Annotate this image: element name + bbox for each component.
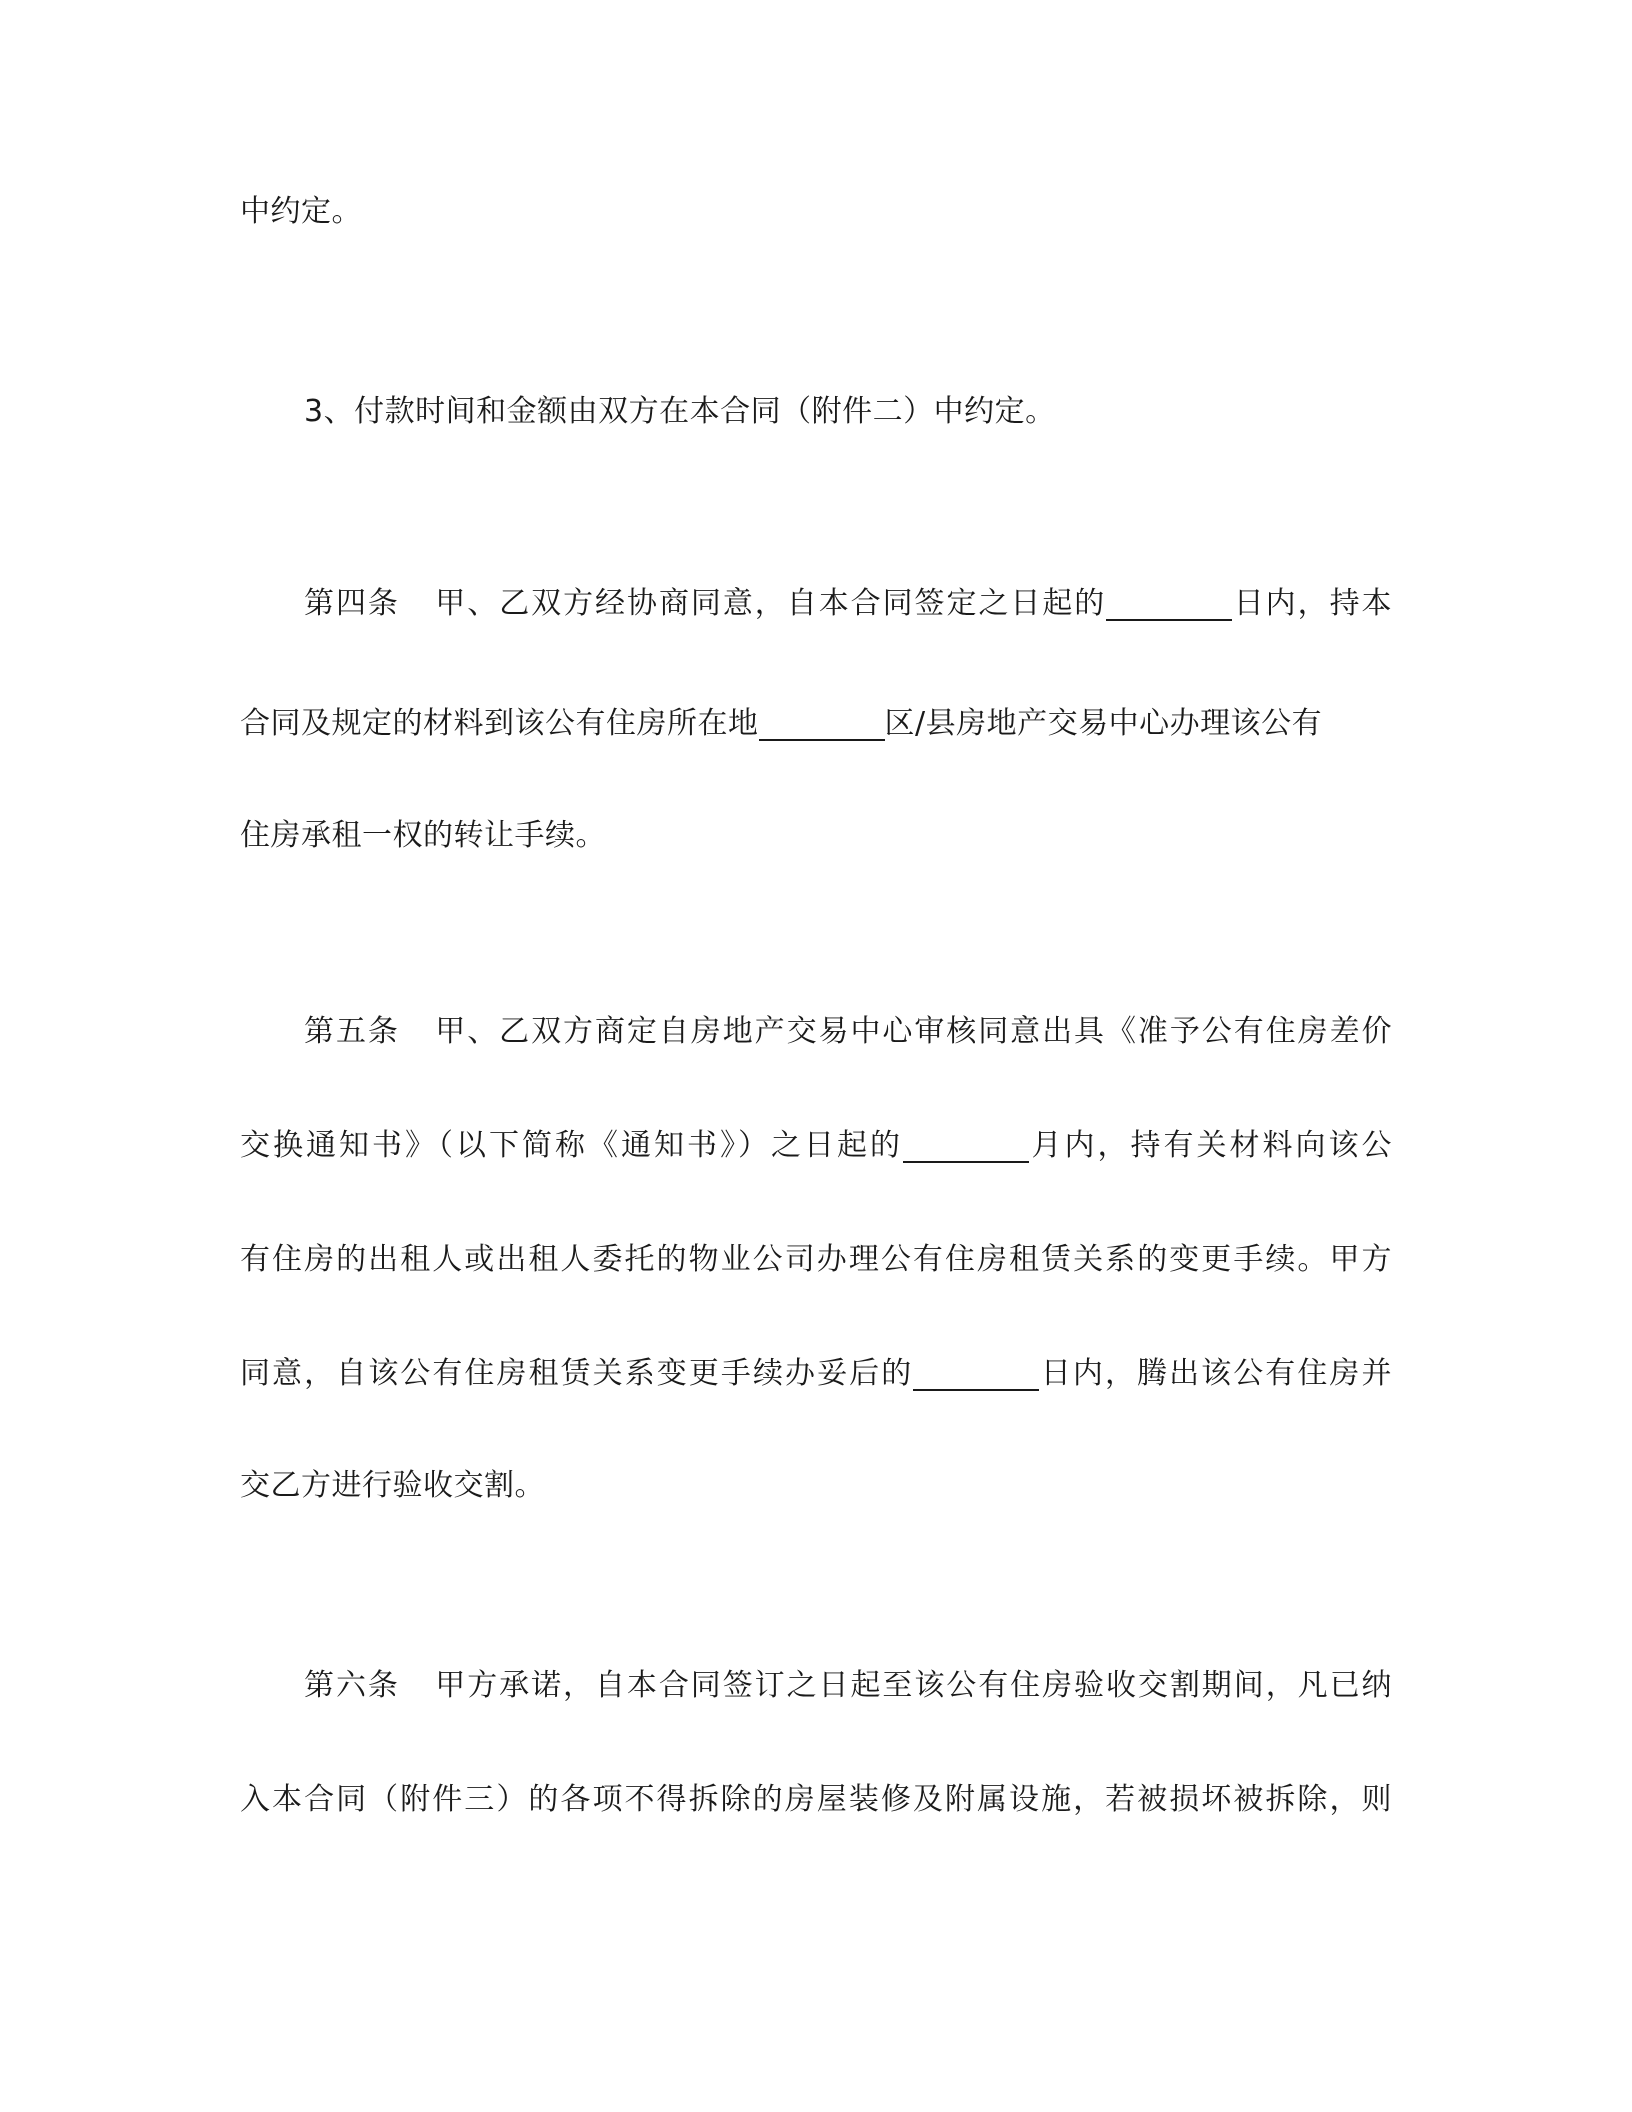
text: 住房承租一权的转让手续。 bbox=[240, 818, 606, 853]
article-4-line-1 bbox=[304, 584, 1392, 624]
text: 甲方承诺，自本合同签订之日起至该公有住房验收交割期间，凡已纳 bbox=[433, 1668, 1393, 1703]
clause-3-line bbox=[304, 392, 1392, 432]
article-5-label: 第五条 bbox=[304, 1014, 400, 1049]
text: 交乙方进行验收交割。 bbox=[240, 1468, 545, 1503]
paragraph-line bbox=[240, 192, 1392, 232]
article-5-line-5 bbox=[240, 1466, 1392, 1506]
text: 同意，自该公有住房租赁关系变更手续办妥后的 bbox=[240, 1356, 914, 1391]
text: 日内，腾出该公有住房并 bbox=[1039, 1356, 1392, 1391]
article-4-line-2 bbox=[240, 704, 1392, 744]
fill-in-blank[interactable] bbox=[759, 707, 885, 741]
article-4-label: 第四条 bbox=[304, 586, 400, 621]
article-5-line-4 bbox=[240, 1354, 1392, 1394]
text: 交换通知书》（以下简称《通知书》）之日起的 bbox=[240, 1128, 903, 1163]
text: 日内，持本 bbox=[1232, 586, 1393, 621]
fill-in-blank[interactable] bbox=[913, 1357, 1039, 1391]
text: 月内，持有关材料向该公 bbox=[1029, 1128, 1392, 1163]
text: 甲、乙双方商定自房地产交易中心审核同意出具《准予公有住房差价 bbox=[433, 1014, 1393, 1049]
article-5-line-3 bbox=[240, 1240, 1392, 1280]
article-5-line-2 bbox=[240, 1126, 1392, 1166]
text: 甲、乙双方经协商同意，自本合同签定之日起的 bbox=[433, 586, 1107, 621]
article-4-line-3 bbox=[240, 816, 1392, 856]
text: 合同及规定的材料到该公有住房所在地 bbox=[240, 706, 759, 741]
fill-in-blank[interactable] bbox=[903, 1129, 1029, 1163]
text: 有住房的出租人或出租人委托的物业公司办理公有住房租赁关系的变更手续。甲方 bbox=[240, 1242, 1392, 1277]
article-5-line-1 bbox=[304, 1012, 1392, 1052]
text: 入本合同（附件三）的各项不得拆除的房屋装修及附属设施，若被损坏被拆除，则 bbox=[240, 1782, 1392, 1817]
text: 区/县房地产交易中心办理该公有 bbox=[884, 706, 1323, 741]
text: 3、付款时间和金额由双方在本合同（附件二）中约定。 bbox=[304, 394, 1056, 429]
fill-in-blank[interactable] bbox=[1106, 587, 1232, 621]
article-6-label: 第六条 bbox=[304, 1668, 400, 1703]
article-6-line-2 bbox=[240, 1780, 1392, 1820]
article-6-line-1 bbox=[304, 1666, 1392, 1706]
text: 中约定。 bbox=[240, 194, 362, 229]
